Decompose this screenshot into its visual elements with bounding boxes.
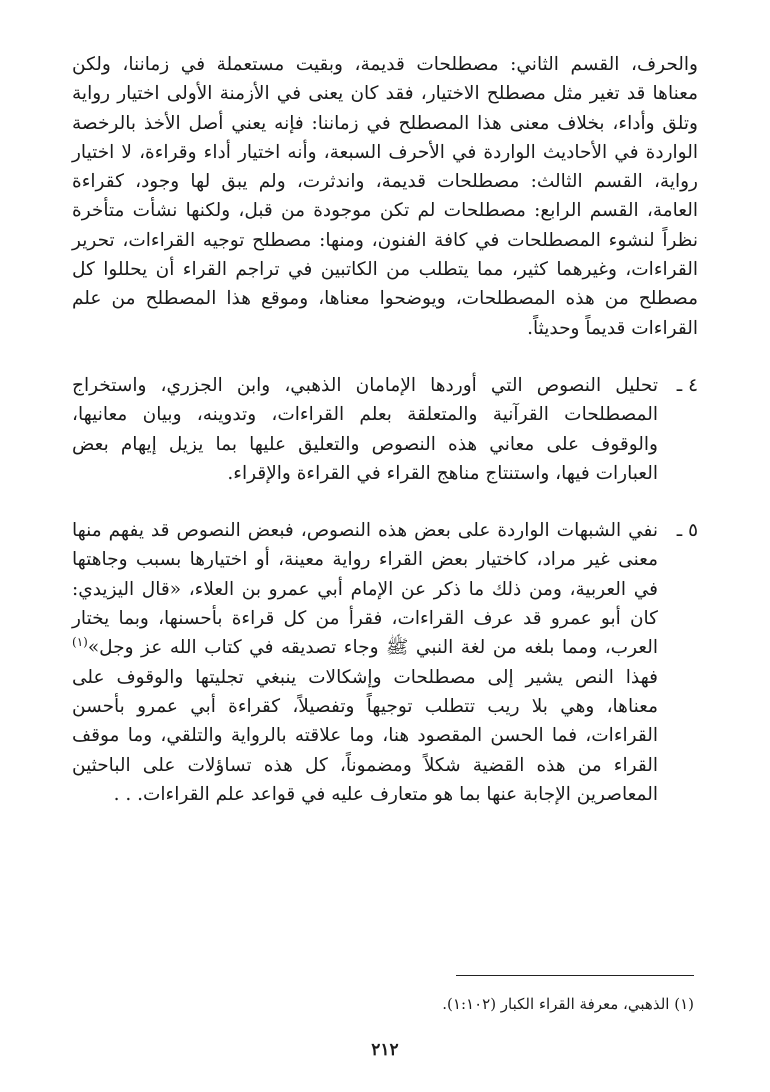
list-number: ٤ ـ (676, 374, 698, 396)
list-item-text: تحليل النصوص التي أوردها الإمامان الذهبي، وابن الجزري، واستخراج المصطلحات القرآنية والمتعلقة بعلم القراءات، وتدوينه، وبيان معانيها، والوقوف على معاني هذه النصوص والتعليق عليها بما يزيل إيهام بعض العبارات فيها، واستنتاج مناهج القراء في القراءة والإقراء. (72, 374, 658, 484)
intro-paragraph: والحرف، القسم الثاني: مصطلحات قديمة، وبقيت مستعملة في زماننا، ولكن معناها قد تغير مثل مصطلح الاختيار، فقد كان يعنى في الأزمنة الأولى اختيار رواية وتلق وأداء، بخلاف معنى هذا المصطلح في زماننا: فإنه يعني أصل الأخذ بالرخصة الواردة في الأحاديث الواردة في الأحرف السبعة، وأنه اختيار أداء وقراءة، لا اختيار رواية، القسم الثالث: مصطلحات قديمة، واندثرت، ولم يبق لها وجود، كقراءة العامة، القسم الرابع: مصطلحات لم تكن موجودة من قبل، ولكنها نشأت متأخرة نظراً لنشوء المصطلحات في كافة الفنون، ومنها: مصطلح توجيه القراءات، تحرير القراءات، وغيرهما كثير، مما يتطلب من الكاتبين في تراجم القراء أن يحللوا كل مصطلح من هذه المصطلحات، ويوضحوا معناها، وموقع هذا المصطلح من علم القراءات قديماً وحديثاً. (72, 54, 698, 339)
footnote-reference[interactable]: (١) (72, 635, 88, 650)
quote-text: نفي الشبهات الواردة على بعض هذه النصوص، فبعض النصوص قد يفهم منها معنى غير مراد، كاختيار بعض القراء رواية معينة، أو اختيارها بسبب وجاهتها في العربية، ومن ذلك ما ذكر عن الإمام أبي عمرو بن العلاء، «قال اليزيدي: كان أبو عمرو قد عرف القراءات، فقرأ من كل قراءة بأحسنها، وبما يختار العرب، ومما بلغه من لغة النبي ﷺ وجاء تصديقه في كتاب الله عز وجل» (72, 520, 658, 659)
footnote: (١) الذهبي، معرفة القراء الكبار (١:١٠٢). (442, 995, 694, 1013)
list-number: ٥ ـ (676, 520, 698, 542)
discussion-text: فهذا النص يشير إلى مصطلحات وإشكالات ينبغي تجليتها والوقوف على معناها، وهي بلا ريب تتطلب توجيهاً وتفصيلاً، كقراءة أبي عمرو بأحسن القراءات، فما الحسن المقصود هنا، وما علاقته بالرواية والتلقي، وما موقف القراء من هذه القضية شكلاً ومضموناً، كل هذه تساؤلات على الباحثين المعاصرين الإجابة عنها بما هو متعارف عليه في قواعد علم القراءات. . . (72, 666, 658, 805)
list-item-5 (72, 516, 698, 809)
footnote-divider (456, 975, 694, 976)
list-item-text (72, 516, 658, 809)
page-number: ٢١٢ (371, 1040, 399, 1060)
list-item-4 (72, 371, 698, 488)
